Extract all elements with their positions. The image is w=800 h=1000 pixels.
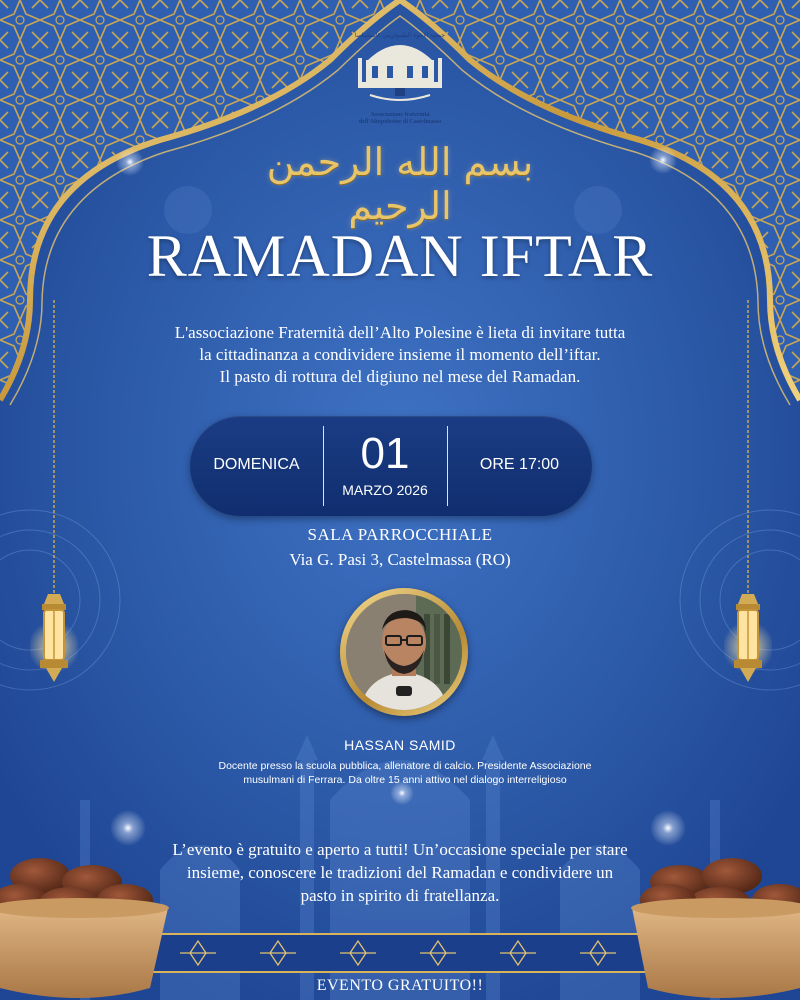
speaker-name: HASSAN SAMID [344,737,456,753]
speaker-portrait-icon [346,594,462,710]
intro-line: L'associazione Fraternità dell’Alto Polesine è lieta di invitare tutta [174,323,626,342]
organization-arabic-name: جمعية الاخوة الطيبولزيني كاستلماسا [354,32,446,39]
event-day: DOMENICA [213,456,300,473]
venue-name: SALA PARROCCHIALE [307,525,493,544]
organization-name-line1: Associazione fraternità [370,112,430,118]
venue-address: Via G. Pasi 3, Castelmassa (RO) [289,550,511,569]
organization-name-line2: dell'Altopolesine di Castelmassa [358,119,442,125]
event-time: ORE 17:00 [479,456,560,473]
event-date-number: 01 [360,429,410,478]
free-event-footer: EVENTO GRATUITO!! [316,977,484,994]
speaker-photo-frame [340,588,468,716]
speaker-bio [170,759,640,787]
closing-line: L’evento è gratuito e aperto a tutti! Un’occasione speciale per stare [172,840,628,859]
intro-line: Il pasto di rottura del digiuno nel mese del Ramadan. [219,367,581,386]
intro-text [120,322,680,388]
intro-line: la cittadinanza a condividere insieme il momento dell’iftar. [199,345,601,364]
event-month-year: MARZO 2026 [342,482,428,498]
page-title: RAMADAN IFTAR [146,223,654,289]
lantern-left-icon [30,592,78,692]
closing-line: insieme, conoscere le tradizioni del Ramadan e condividere un [186,863,614,882]
basmala-calligraphy: بسم الله الرحمن الرحيم [266,140,534,228]
closing-text [130,838,670,907]
organization-logo-text [340,112,460,126]
closing-line: pasto in spirito di fratellanza. [300,886,500,905]
speaker-bio-line: Docente presso la scuola pubblica, allenatore di calcio. Presidente Associazione [218,760,592,772]
lantern-right-icon [724,592,772,692]
event-date-pill [190,416,592,516]
speaker-photo [346,594,462,710]
speaker-bio-line: musulmani di Ferrara. Da oltre 15 anni attivo nel dialogo interreligioso [243,774,567,786]
